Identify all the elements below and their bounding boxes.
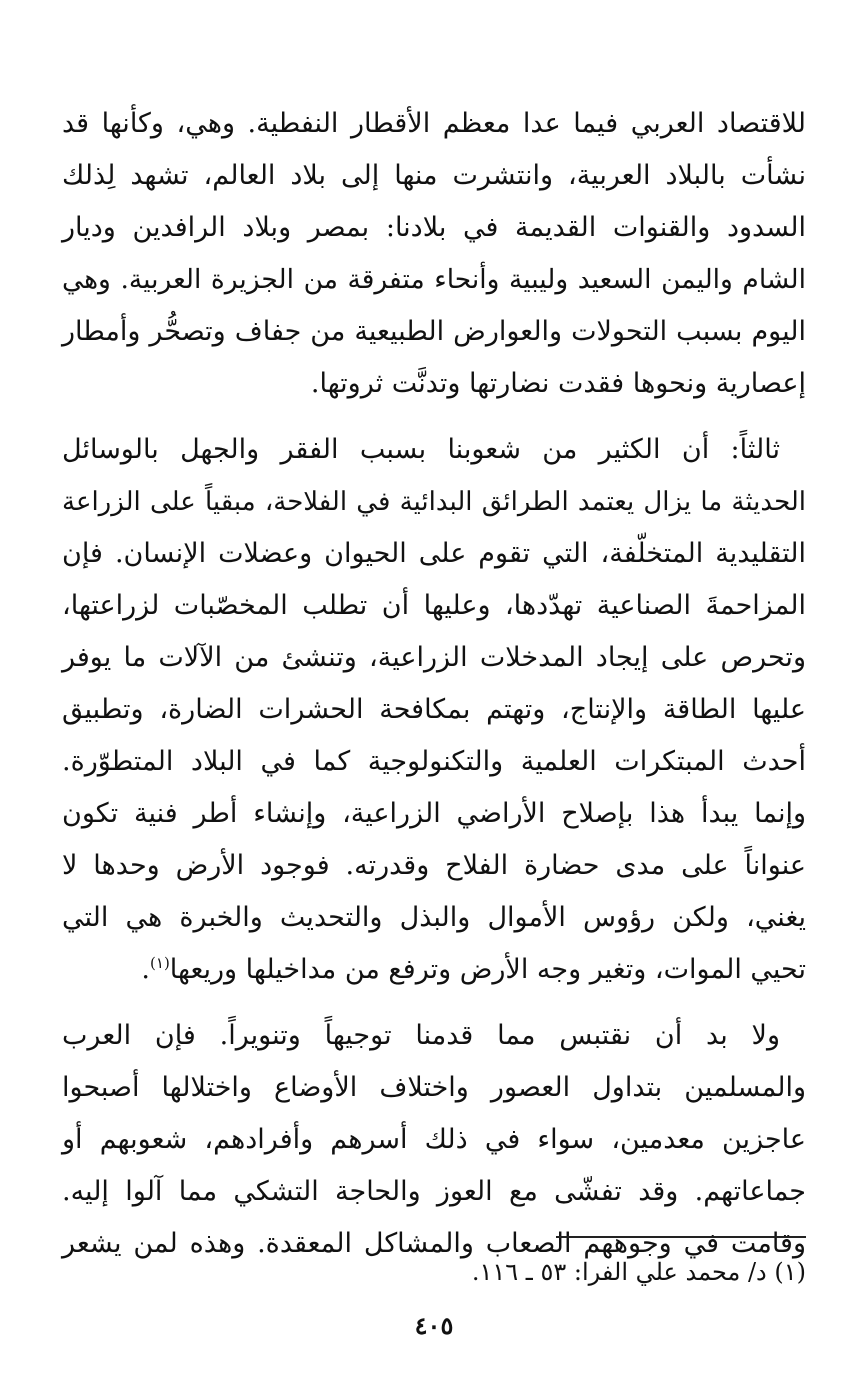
text-line: أحدث المبتكرات العلمية والتكنولوجية كما في البلاد المتطوّرة. (62, 746, 806, 777)
footnote-text: (١) د/ محمد علي الفرا: ٥٣ ـ ١١٦. (471, 1258, 806, 1286)
text-line: الشام واليمن السعيد وليبية وأنحاء متفرقة من الجزيرة العربية. وهي (62, 264, 806, 295)
text-line: يغني، ولكن رؤوس الأموال والبذل والتحديث والخبرة هي التي (62, 902, 806, 933)
text-line: الحديثة ما يزال يعتمد الطرائق البدائية في الفلاحة، مبقياً على الزراعة (62, 487, 806, 517)
text-line: عليها الطاقة والإنتاج، وتهتم بمكافحة الحشرات الضارة، وتطبيق (62, 694, 806, 725)
text-line: وتحرص على إيجاد المدخلات الزراعية، وتنشئ من الآلات ما يوفر (62, 642, 806, 673)
text-line: عاجزين معدمين، سواء في ذلك أسرهم وأفرادهم، شعوبهم أو (62, 1124, 806, 1155)
text-line: نشأت بالبلاد العربية، وانتشرت منها إلى بلاد العالم، تشهد لِذلك (62, 160, 806, 191)
text-line: ثالثاً: أن الكثير من شعوبنا بسبب الفقر والجهل بالوسائل (62, 434, 780, 465)
text-line: عنواناً على مدى حضارة الفلاح وقدرته. فوجود الأرض وحدها لا (62, 850, 806, 881)
text-line: والمسلمين بتداول العصور واختلاف الأوضاع واختلالها أصبحوا (62, 1072, 806, 1103)
text-line: السدود والقنوات القديمة في بلادنا: بمصر وبلاد الرافدين وديار (62, 212, 806, 243)
text-line: التقليدية المتخلّفة، التي تقوم على الحيوان وعضلات الإنسان. فإن (62, 538, 806, 569)
footnote-reference[interactable]: (١) (150, 954, 170, 972)
text-line: إعصارية ونحوها فقدت نضارتها وتدنَّت ثروتها. (310, 368, 806, 399)
paragraph-spacer (62, 996, 806, 1010)
paragraph-1 (62, 98, 806, 410)
text-line-with-footnote (62, 944, 806, 996)
text-line: اليوم بسبب التحولات والعوارض الطبيعية من جفاف وتصحُّر وأمطار (62, 316, 806, 347)
text-line: جماعاتهم. وقد تفشّى مع العوز والحاجة التشكي مما آلوا إليه. (62, 1176, 806, 1207)
text-line: ولا بد أن نقتبس مما قدمنا توجيهاً وتنويراً. فإن العرب (62, 1020, 780, 1051)
paragraph-spacer (62, 410, 806, 424)
text-line: المزاحمةَ الصناعية تهدّدها، وعليها أن تطلب المخصّبات لزراعتها، (62, 590, 806, 621)
paragraph-2 (62, 424, 806, 996)
footnote-divider (556, 1236, 806, 1238)
text-line: وقامت في وجوههم الصعاب والمشاكل المعقدة. وهذه لمن يشعر (62, 1228, 806, 1259)
page-body (62, 98, 806, 1270)
text-line-content: تحيي الموات، وتغير وجه الأرض وترفع من مداخيلها وريعها (169, 954, 806, 985)
text-line: للاقتصاد العربي فيما عدا معظم الأقطار النفطية. وهي، وكأنها قد (62, 108, 806, 139)
text-line: وإنما يبدأ هذا بإصلاح الأراضي الزراعية، وإنشاء أطر فنية تكون (62, 798, 806, 829)
page-number: ٤٠٥ (414, 1311, 454, 1340)
sentence-end: . (141, 954, 151, 985)
paragraph-3 (62, 1010, 806, 1270)
